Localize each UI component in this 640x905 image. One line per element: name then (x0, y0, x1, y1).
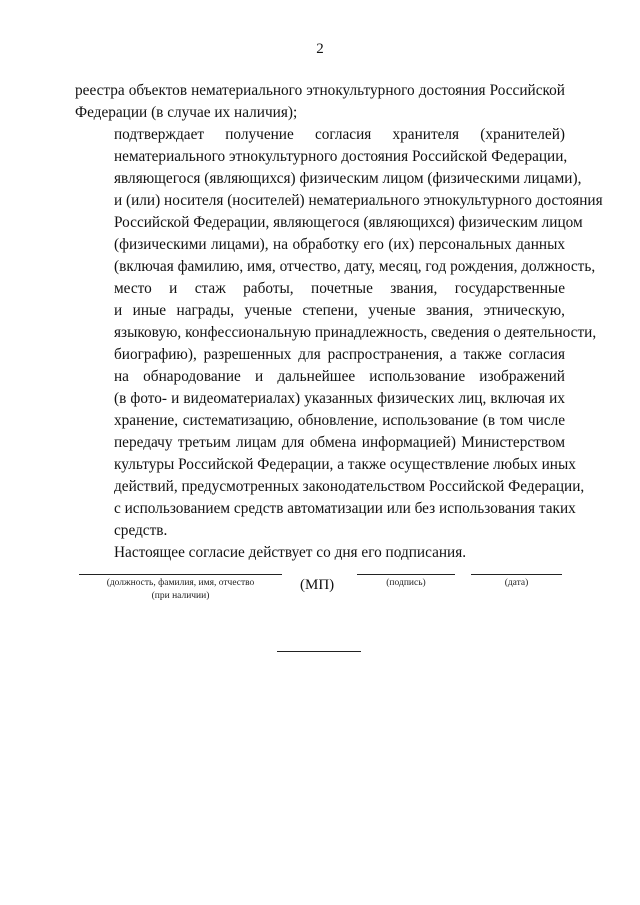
signature-caption: (подпись) (386, 578, 426, 588)
text-line: биографию), разрешенных для распространения, а также согласия (114, 346, 565, 363)
text-line: (в фото- и видеоматериалах) указанных физических лиц, включая их (114, 390, 565, 407)
position-name-caption-line1: (должность, фамилия, имя, отчество (106, 578, 255, 588)
text-line: нематериального этнокультурного достояния Российской Федерации, (114, 148, 568, 165)
text-line: и (или) носителя (носителей) нематериального этнокультурного достояния (114, 192, 603, 209)
text-line: с использованием средств автоматизации или без использования таких (114, 500, 576, 517)
text-line: реестра объектов нематериального этнокультурного достояния Российской (75, 82, 565, 99)
position-name-line (79, 574, 282, 575)
text-line: средств. (114, 522, 168, 539)
stamp-placeholder: (МП) (300, 577, 335, 593)
end-of-document-line (277, 651, 361, 652)
text-line: языковую, конфессиональную принадлежность, сведения о деятельности, (114, 324, 597, 341)
text-line: на обнародование и дальнейшее использование изображений (114, 368, 565, 385)
text-line: подтверждает получение согласия хранителя (хранителей) (114, 126, 565, 143)
position-name-caption (79, 577, 282, 603)
text-line: Настоящее согласие действует со дня его подписания. (114, 544, 467, 561)
text-line: Российской Федерации, являющегося (являющихся) физическим лицом (114, 214, 583, 231)
text-line: передачу третьим лицам для обмена информацией) Министерством (114, 434, 565, 451)
text-line: Федерации (в случае их наличия); (75, 104, 298, 121)
date-caption: (дата) (504, 578, 529, 588)
text-line: (включая фамилию, имя, отчество, дату, месяц, год рождения, должность, (114, 258, 596, 275)
text-line: и иные награды, ученые степени, ученые звания, этническую, (114, 302, 565, 319)
text-line: (физическими лицами), на обработку его (их) персональных данных (114, 236, 565, 253)
position-name-caption-line2: (при наличии) (151, 591, 210, 601)
page-number: 2 (316, 41, 324, 57)
paragraph (75, 80, 565, 124)
text-line: являющегося (являющихся) физическим лицом (физическими лицами), (114, 170, 582, 187)
text-line: культуры Российской Федерации, а также осуществление любых иных (114, 456, 576, 473)
paragraph (75, 542, 565, 564)
text-line: хранение, систематизацию, обновление, использование (в том числе (114, 412, 565, 429)
body-text (75, 80, 603, 564)
date-line (471, 574, 562, 575)
paragraph (75, 124, 603, 542)
signature-line (357, 574, 455, 575)
text-line: место и стаж работы, почетные звания, государственные (114, 280, 565, 297)
text-line: действий, предусмотренных законодательством Российской Федерации, (114, 478, 585, 495)
